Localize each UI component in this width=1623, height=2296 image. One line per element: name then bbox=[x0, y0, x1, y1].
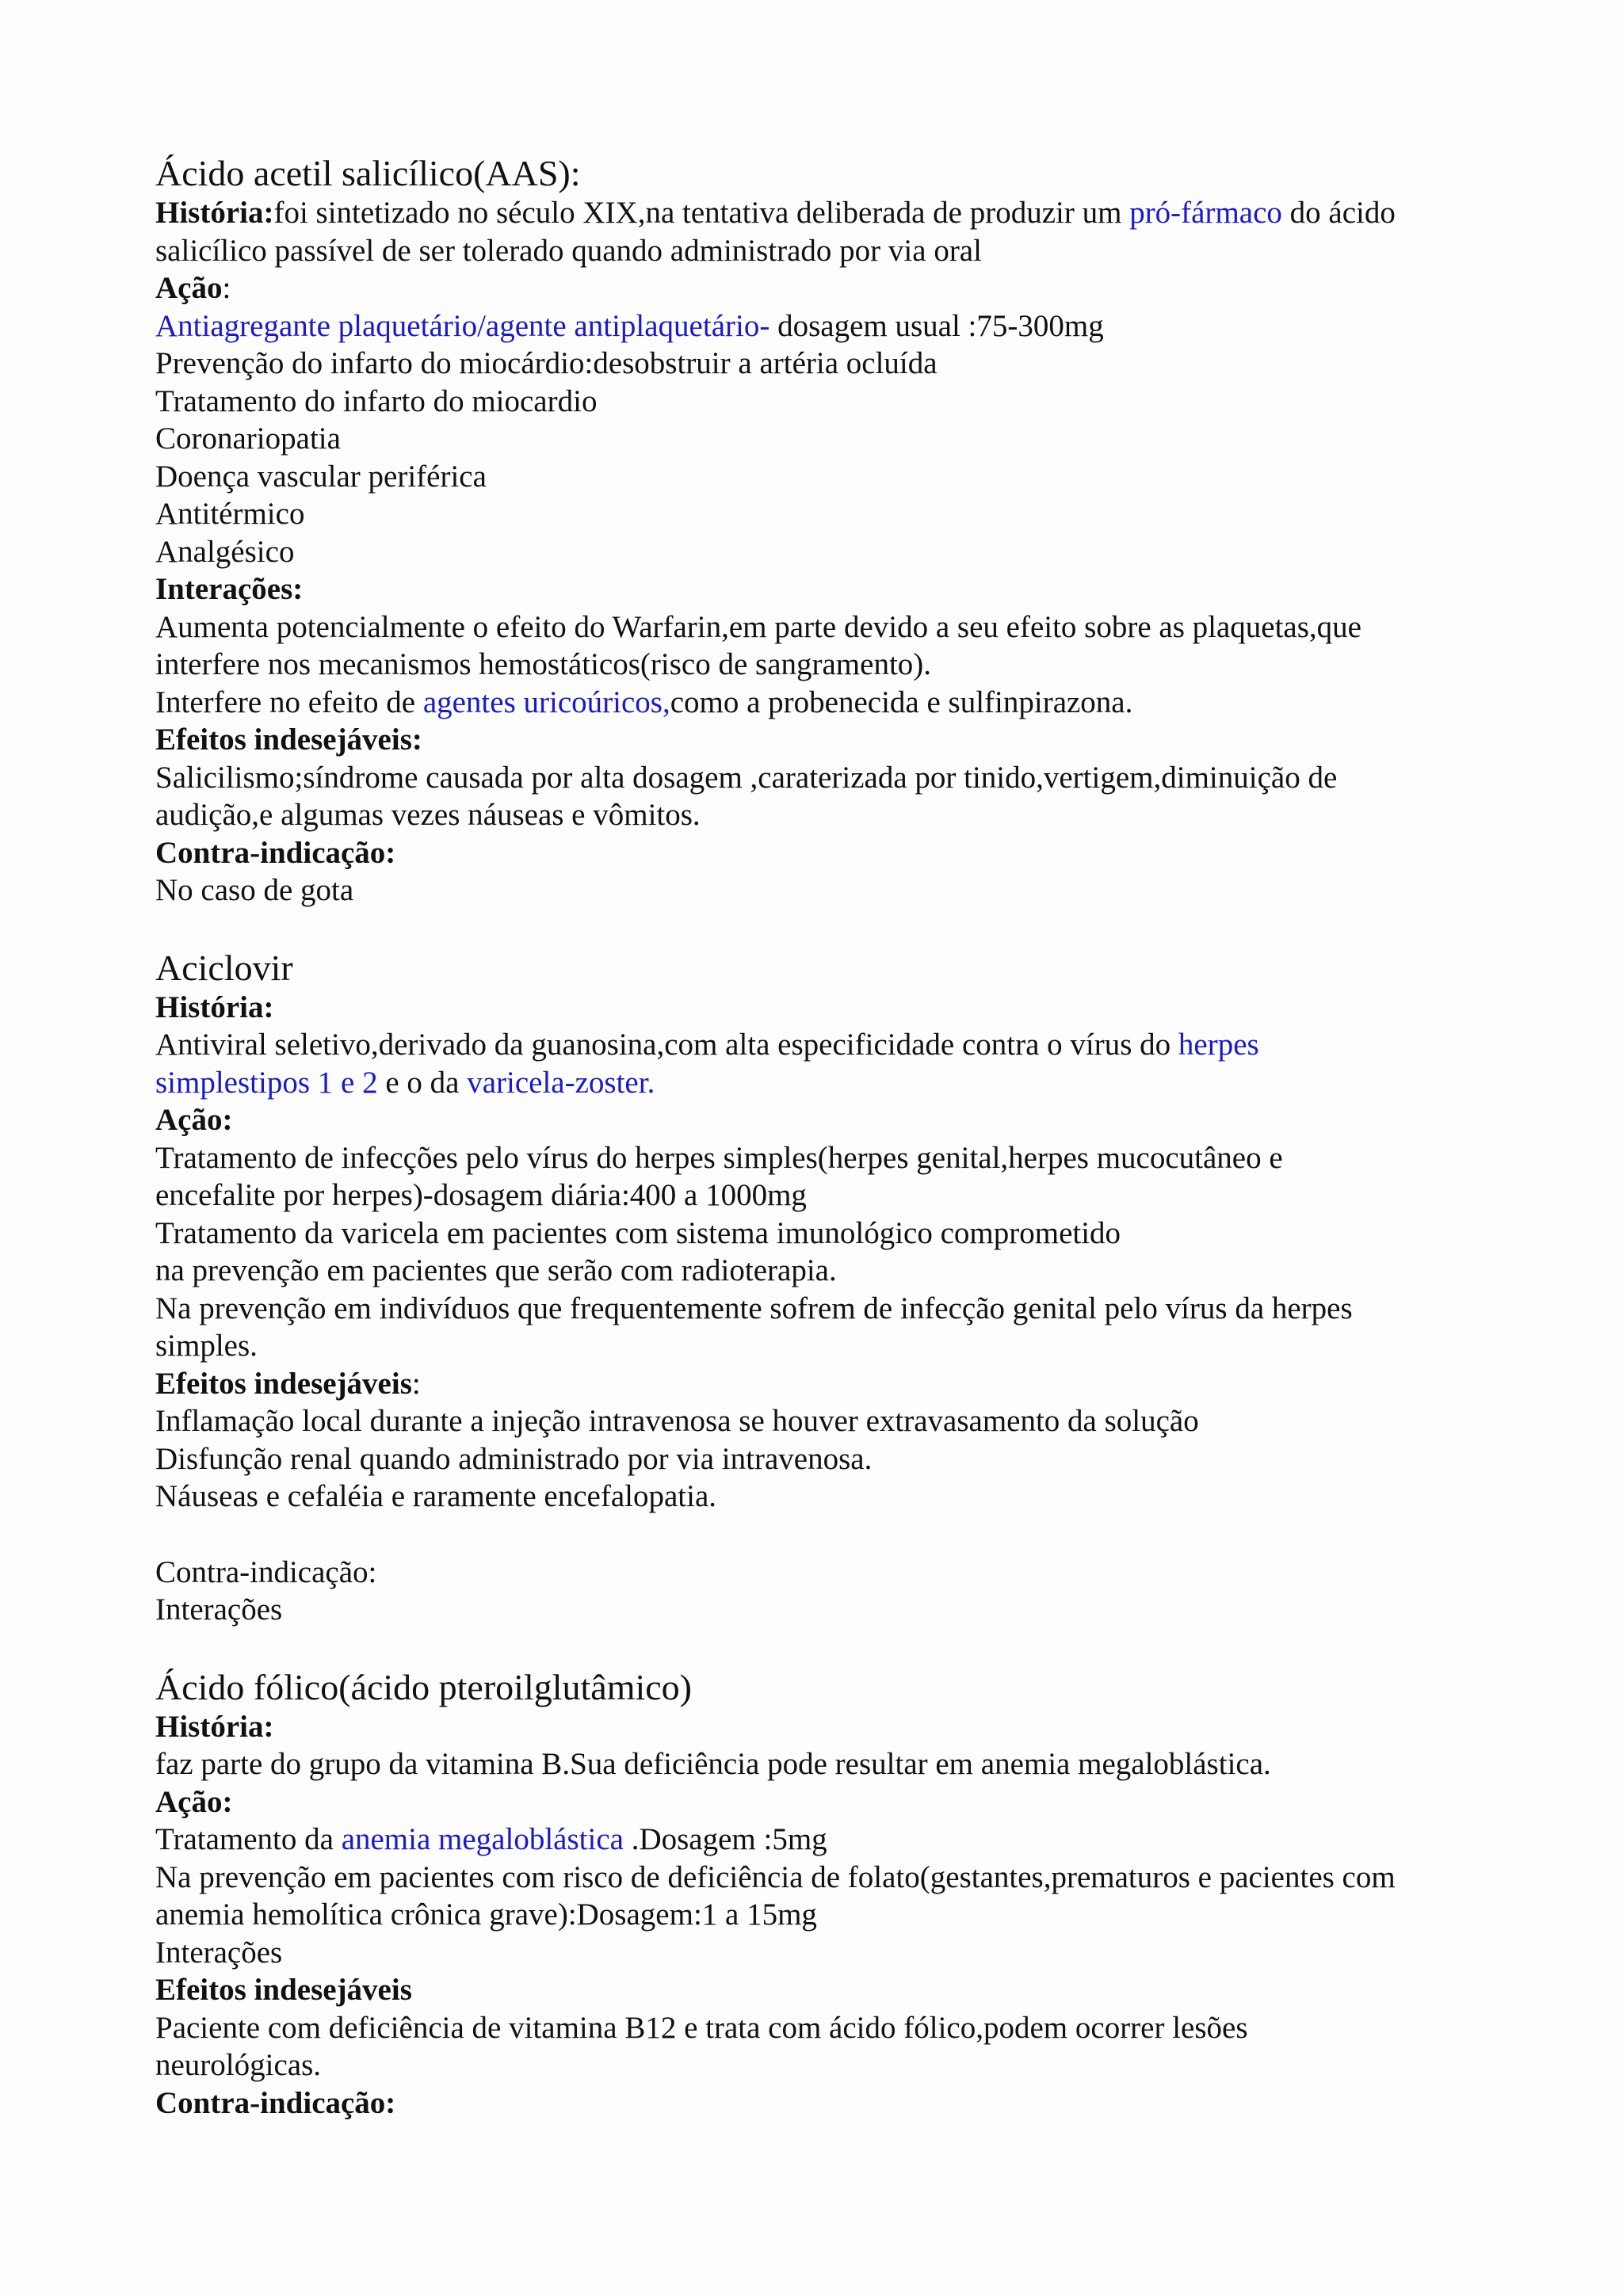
section-title: Aciclovir bbox=[155, 947, 293, 988]
contra-line: No caso de gota bbox=[155, 873, 354, 907]
efeitos-line: Náuseas e cefaléia e raramente encefalopatia. bbox=[155, 1479, 717, 1513]
historia-line: faz parte do grupo da vitamina B.Sua deficiência pode resultar em anemia megaloblástica. bbox=[155, 1747, 1271, 1781]
acao-label: Ação: bbox=[155, 1103, 233, 1137]
varicela-zoster-link[interactable]: varicela-zoster. bbox=[467, 1065, 655, 1100]
acao-line: encefalite por herpes)-dosagem diária:400 a 1000mg bbox=[155, 1178, 807, 1212]
section-aas bbox=[155, 153, 1503, 910]
efeitos-label: Efeitos indesejáveis: bbox=[155, 723, 422, 757]
pro-farmaco-link[interactable]: pró-fármaco bbox=[1129, 196, 1282, 230]
acao-item: Analgésico bbox=[155, 534, 295, 569]
historia-line bbox=[155, 194, 1503, 232]
acao-label: Ação bbox=[155, 271, 223, 305]
historia-text-end: do ácido bbox=[1281, 196, 1396, 230]
acao-line: anemia hemolítica crônica grave):Dosagem:1 a 15mg bbox=[155, 1897, 817, 1932]
acao-heading bbox=[155, 269, 1503, 307]
efeitos-label: Efeitos indesejáveis bbox=[155, 1973, 412, 2007]
uricouricos-link[interactable]: agentes uricoúricos, bbox=[422, 685, 670, 719]
acao-item: Prevenção do infarto do miocárdio:desobstruir a artéria ocluída bbox=[155, 346, 938, 380]
efeitos-line: neurológicas. bbox=[155, 2048, 322, 2082]
acao-item: Coronariopatia bbox=[155, 421, 341, 456]
efeitos-colon: : bbox=[411, 1366, 421, 1401]
historia-line-2: salicílico passível de ser tolerado quando administrado por via oral bbox=[155, 233, 982, 268]
interacoes-text-end: como a probenecida e sulfinpirazona. bbox=[670, 685, 1133, 719]
acao-line bbox=[155, 1821, 1503, 1859]
antiagregante-link[interactable]: Antiagregante plaquetário/agente antiplaquetário- bbox=[155, 308, 770, 343]
acao-line: Tratamento de infecções pelo vírus do herpes simples(herpes genital,herpes mucocutâneo e bbox=[155, 1140, 1283, 1175]
interacoes-line: Aumenta potencialmente o efeito do Warfarin,em parte devido a seu efeito sobre as plaquetas,que bbox=[155, 609, 1361, 644]
acao-line bbox=[155, 307, 1503, 345]
efeitos-heading bbox=[155, 1365, 1503, 1403]
efeitos-line: Disfunção renal quando administrado por via intravenosa. bbox=[155, 1441, 873, 1476]
acao-label: Ação: bbox=[155, 1784, 233, 1819]
historia-text: Antiviral seletivo,derivado da guanosina,com alta especificidade contra o vírus do bbox=[155, 1028, 1178, 1062]
historia-label: História: bbox=[155, 196, 274, 230]
acao-item: Antitérmico bbox=[155, 497, 305, 531]
contra-label: Contra-indicação: bbox=[155, 2085, 396, 2120]
herpes-tipos-link[interactable]: simplestipos 1 e 2 bbox=[155, 1065, 378, 1100]
historia-label: História: bbox=[155, 1709, 274, 1744]
historia-text: e o da bbox=[377, 1065, 468, 1100]
interacoes-line: interfere nos mecanismos hemostáticos(risco de sangramento). bbox=[155, 647, 932, 681]
efeitos-line: Salicilismo;síndrome causada por alta dosagem ,caraterizada por tinido,vertigem,diminuição de bbox=[155, 760, 1338, 795]
efeitos-label: Efeitos indesejáveis bbox=[155, 1366, 412, 1401]
efeitos-line: audição,e algumas vezes náuseas e vômitos. bbox=[155, 798, 701, 832]
interacoes-label: Interações bbox=[155, 1935, 283, 1970]
historia-line bbox=[155, 1026, 1503, 1064]
efeitos-line: Paciente com deficiência de vitamina B12 e trata com ácido fólico,podem ocorrer lesões bbox=[155, 2010, 1248, 2045]
herpes-link[interactable]: herpes bbox=[1178, 1028, 1259, 1062]
historia-label: História: bbox=[155, 990, 274, 1024]
interacoes-line bbox=[155, 684, 1503, 722]
interacoes-label: Interações: bbox=[155, 572, 304, 606]
acao-line: na prevenção em pacientes que serão com radioterapia. bbox=[155, 1253, 837, 1287]
section-acido-folico bbox=[155, 1667, 1503, 2122]
acao-line: Na prevenção em indivíduos que frequentemente sofrem de infecção genital pelo vírus da herpes bbox=[155, 1291, 1353, 1325]
acao-line: Na prevenção em pacientes com risco de deficiência de folato(gestantes,prematuros e pacientes com bbox=[155, 1859, 1396, 1894]
document-body bbox=[155, 153, 1503, 2122]
historia-text: foi sintetizado no século XIX,na tentativa deliberada de produzir um bbox=[273, 196, 1130, 230]
historia-line-2 bbox=[155, 1064, 1503, 1102]
interacoes-label: Interações bbox=[155, 1592, 283, 1627]
blank-line bbox=[155, 1516, 1503, 1554]
section-title: Ácido fólico(ácido pteroilglutâmico) bbox=[155, 1666, 692, 1707]
section-gap bbox=[155, 910, 1503, 948]
interacoes-text: Interfere no efeito de bbox=[155, 685, 423, 719]
contra-label: Contra-indicação: bbox=[155, 835, 396, 870]
acao-line: Tratamento da varicela em pacientes com sistema imunológico comprometido bbox=[155, 1215, 1121, 1250]
dosagem-text: dosagem usual :75-300mg bbox=[769, 308, 1104, 343]
section-title: Ácido acetil salicílico(AAS): bbox=[155, 153, 581, 193]
anemia-megaloblastica-link[interactable]: anemia megaloblástica bbox=[341, 1822, 624, 1856]
efeitos-line: Inflamação local durante a injeção intravenosa se houver extravasamento da solução bbox=[155, 1404, 1199, 1438]
acao-item: Doença vascular periférica bbox=[155, 459, 487, 494]
acao-colon: : bbox=[222, 271, 231, 305]
dosagem-text: .Dosagem :5mg bbox=[623, 1822, 827, 1856]
acao-item: Tratamento do infarto do miocardio bbox=[155, 383, 598, 418]
acao-line: simples. bbox=[155, 1329, 258, 1363]
section-gap bbox=[155, 1629, 1503, 1667]
section-aciclovir bbox=[155, 948, 1503, 1629]
acao-text: Tratamento da bbox=[155, 1822, 342, 1856]
contra-label: Contra-indicação: bbox=[155, 1554, 377, 1589]
